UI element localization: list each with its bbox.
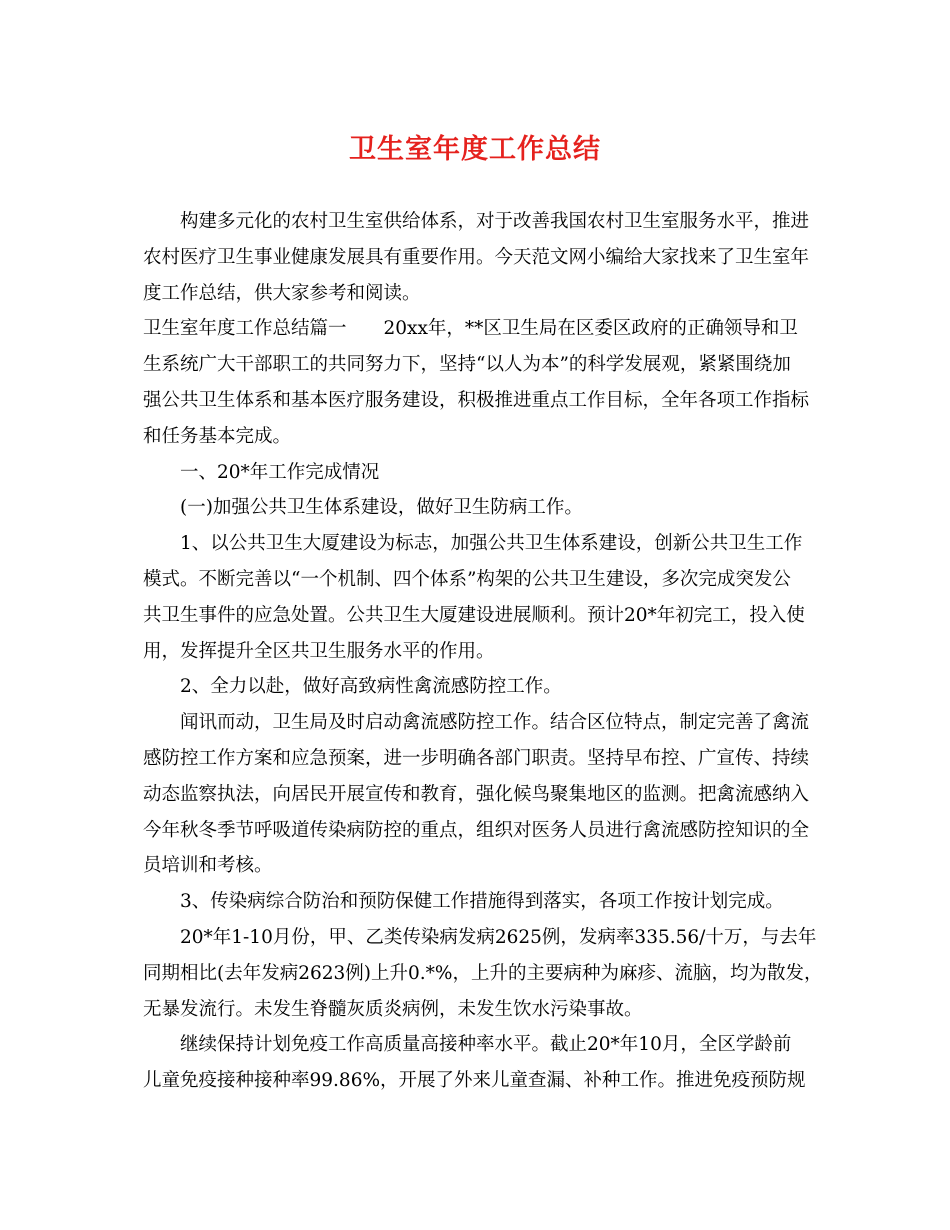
document-body bbox=[143, 204, 823, 1099]
text-line: 和任务基本完成。 bbox=[143, 425, 292, 447]
text-line: 20*年1-10月份，甲、乙类传染病发病2625例，发病率335.56/十万，与去年 bbox=[180, 926, 817, 948]
text-line: 无暴发流行。未发生脊髓灰质炎病例，未发生饮水污染事故。 bbox=[143, 998, 643, 1020]
text-line: 继续保持计划免疫工作高质量高接种率水平。截止20*年10月，全区学龄前 bbox=[180, 1034, 792, 1056]
text-line: 1、以公共卫生大厦建设为标志，加强公共卫生体系建设，创新公共卫生工作 bbox=[180, 533, 803, 555]
text-line: 卫生室年度工作总结篇一 20xx年，**区卫生局在区委区政府的正确领导和卫 bbox=[143, 318, 798, 340]
text-line: 共卫生事件的应急处置。公共卫生大厦建设进展顺利。预计20*年初完工，投入使 bbox=[143, 604, 805, 626]
text-line: 用，发挥提升全区共卫生服务水平的作用。 bbox=[143, 640, 495, 662]
text-line: 今年秋冬季节呼吸道传染病防控的重点，组织对医务人员进行禽流感防控知识的全 bbox=[143, 819, 810, 841]
text-line: 3、传染病综合防治和预防保健工作措施得到落实，各项工作按计划完成。 bbox=[180, 891, 784, 913]
text-line: 构建多元化的农村卫生室供给体系，对于改善我国农村卫生室服务水平，推进 bbox=[180, 211, 810, 232]
text-line: 感防控工作方案和应急预案，进一步明确各部门职责。坚持早布控、广宣传、持续 bbox=[143, 747, 810, 769]
text-line: 2、全力以赴，做好高致病性禽流感防控工作。 bbox=[180, 676, 562, 698]
text-line: 强公共卫生体系和基本医疗服务建设，积极推进重点工作目标，全年各项工作指标 bbox=[143, 389, 810, 411]
text-line: 员培训和考核。 bbox=[143, 855, 273, 877]
text-line: 农村医疗卫生事业健康发展具有重要作用。今天范文网小编给大家找来了卫生室年 bbox=[143, 246, 810, 268]
text-line: (一)加强公共卫生体系建设，做好卫生防病工作。 bbox=[180, 497, 583, 519]
text-line: 模式。不断完善以“一个机制、四个体系”构架的公共卫生建设，多次完成突发公 bbox=[143, 568, 791, 590]
text-line: 同期相比(去年发病2623例)上升0.*%，上升的主要病种为麻疹、流脑，均为散发， bbox=[143, 962, 823, 984]
text-line: 闻讯而动，卫生局及时启动禽流感防控工作。结合区位特点，制定完善了禽流 bbox=[180, 712, 810, 734]
text-line: 一、20*年工作完成情况 bbox=[180, 461, 380, 483]
text-line: 动态监察执法，向居民开展宣传和教育，强化候鸟聚集地区的监测。把禽流感纳入 bbox=[143, 783, 810, 805]
text-line: 度工作总结，供大家参考和阅读。 bbox=[143, 282, 421, 304]
text-line: 生系统广大干部职工的共同努力下，坚持“以人为本”的科学发展观，紧紧围绕加 bbox=[143, 354, 791, 376]
document-title: 卫生室年度工作总结 bbox=[349, 134, 601, 165]
text-line: 儿童免疫接种接种率99.86%，开展了外来儿童查漏、补种工作。推进免疫预防规 bbox=[143, 1070, 806, 1092]
